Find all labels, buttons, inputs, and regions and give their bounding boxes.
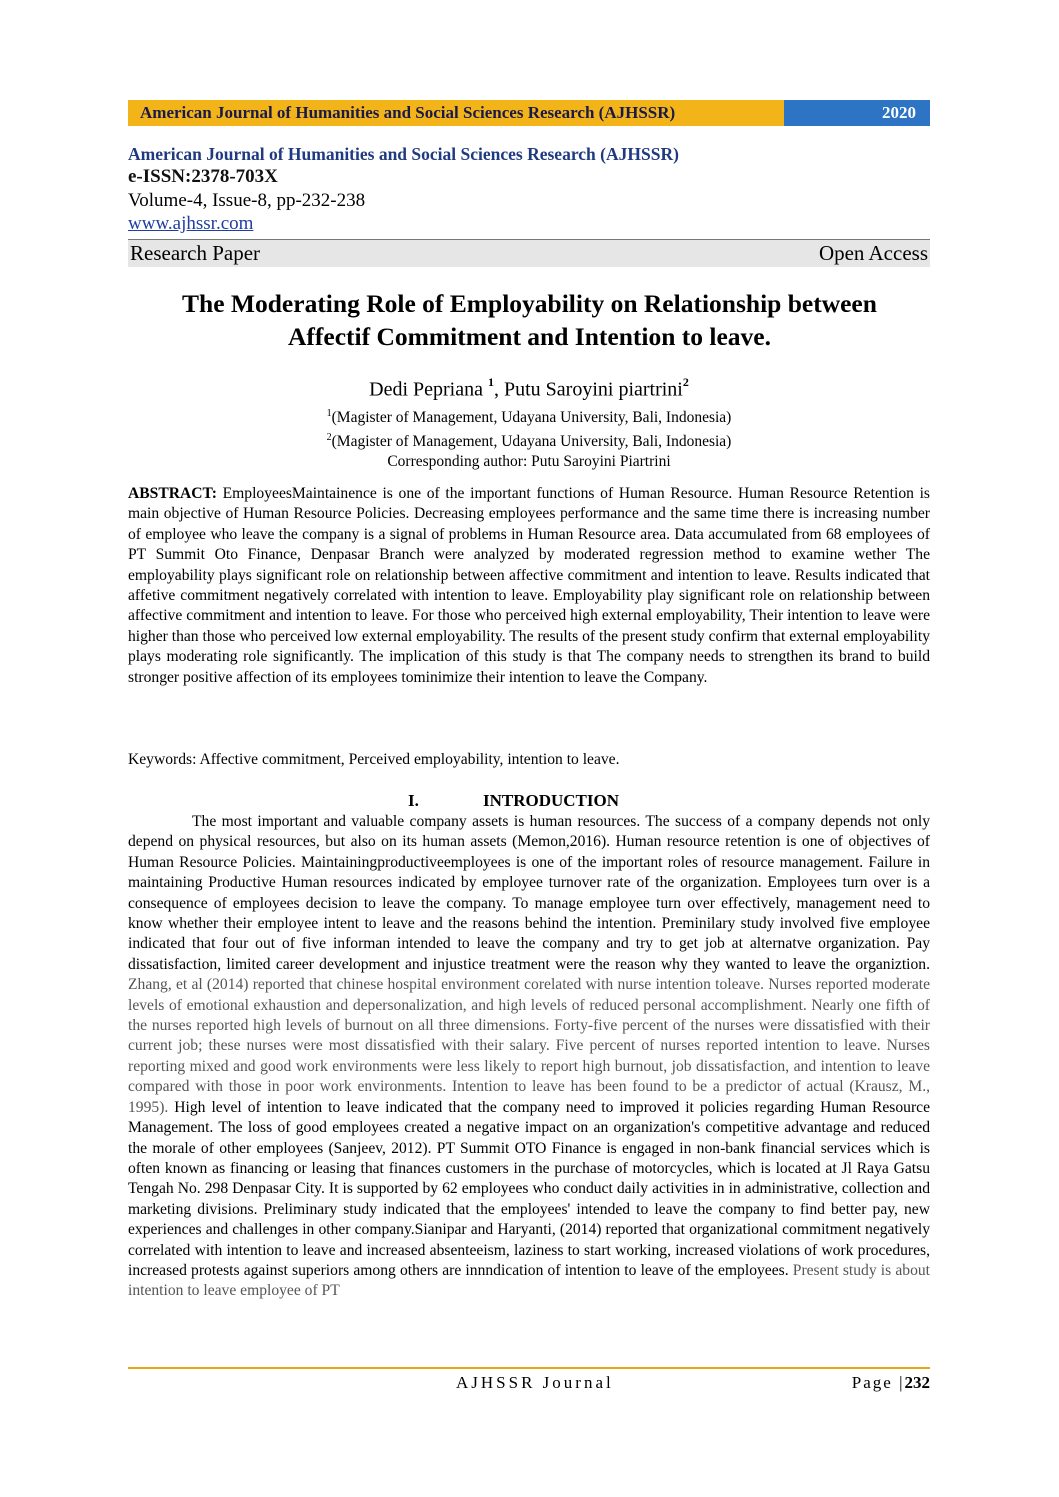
keywords: Keywords: Affective commitment, Perceived employability, intention to leave. <box>128 751 620 768</box>
article-type-bar <box>128 239 930 267</box>
abstract <box>128 484 930 688</box>
header-journal-name: American Journal of Humanities and Social Sciences Research (AJHSSR) <box>128 100 784 126</box>
introduction-paragraph <box>128 812 930 1302</box>
footer-journal: AJHSSR Journal <box>456 1373 614 1392</box>
author-names <box>128 370 930 404</box>
corresponding-author: Corresponding author: Putu Saroyini Piartrini <box>387 452 671 470</box>
author-1-affiliation-mark: 1 <box>487 375 494 389</box>
title-line-1: The Moderating Role of Employability on Relationship between <box>182 289 877 318</box>
title-line-2: Affectif Commitment and Intention to leave. <box>288 322 771 351</box>
page-label: Page | <box>851 1373 905 1392</box>
journal-url-link[interactable]: www.ajhssr.com <box>128 213 254 234</box>
introduction-body <box>128 812 930 1302</box>
author-2-affiliation-mark: 2 <box>682 375 689 389</box>
volume-info: Volume-4, Issue-8, pp-232-238 <box>128 190 366 211</box>
affiliation-2 <box>128 428 930 452</box>
author-1: Dedi Pepriana <box>369 378 488 401</box>
author-block <box>128 370 930 472</box>
footer-divider <box>128 1367 930 1369</box>
page-number: 232 <box>904 1373 930 1392</box>
access-type: Open Access <box>818 241 928 265</box>
affiliation-1 <box>128 404 930 428</box>
footer-page <box>852 1373 930 1393</box>
intro-text-1: The most important and valuable company assets is human resources. The success of a company depends not only depend on physical resources, but also on its human assets (Memon,2016). Human resource retention is one of objectives of Human Resource Policies. Maintainingproductiveemployees is one of the important roles of resource management. Failure in maintaining Productive Human resources indicated by employee turnover rate of the organization. Employees turn over is a consequence of employees decision to leave the company. To manage employee turn over effectively, management need to know whether their employee intent to leave and the reasons behind the intention. Preminilary study involved five employee indicated that four out of five informan intended to leave the company and try to get job at alternatve organization. Pay dissatisfaction, limited career development and injustice treatment were the reason why they wanted to leave the organiztion. <box>128 813 930 973</box>
affiliation-1-text: (Magister of Management, Udayana University, Bali, Indonesia) <box>331 408 732 426</box>
section-title: INTRODUCTION <box>483 791 620 810</box>
issn: e-ISSN:2378-703X <box>128 166 278 187</box>
paper-title <box>100 287 959 353</box>
page-footer <box>128 1373 930 1399</box>
affiliation-2-text: (Magister of Management, Udayana University, Bali, Indonesia) <box>331 432 732 450</box>
journal-title: American Journal of Humanities and Social Sciences Research (AJHSSR) <box>128 144 679 164</box>
affiliation-2-mark: 2 <box>326 431 332 443</box>
intro-text-2: Zhang, et al (2014) reported that chinese hospital environment corelated with nurse intention toleave. Nurses reported moderate levels of emotional exhaustion and depersonalization, and high levels of reduced personal accomplishment. Nearly one fifth of the nurses reported high levels of burnout on all three dimensions. Forty-five percent of the nurses were dissatisfied with their current job; these nurses were most dissatisfied with their salary. Five percent of nurses reported intention to leave. Nurses reporting mixed and good work environments were less likely to report high burnout, job dissatisfaction, and intention to leave compared with those in poor work environments. Intention to leave has been found to be a predictor of actual (Krausz, M., 1995). <box>128 976 930 1116</box>
section-number: I. <box>408 791 419 810</box>
affiliation-1-mark: 1 <box>326 407 332 419</box>
abstract-text: EmployeesMaintainence is one of the important functions of Human Resource. Human Resource Retention is main objective of Human Resource Policies. Decreasing employees performance and the same time there is increasing number of employee who leave the company is a signal of problems in Human Resource area. Data accumulated from 68 employees of PT Summit Oto Finance, Denpasar Branch were analyzed by moderated regression method to examine wether The employability plays significant role on relationship between affective commitment and intention to leave. Results indicated that affetive commitment negatively correlated with intention to leave. Employability play significant role on relationship between affective commitment and intention to leave. For those who perceived high external employability, Their intention to leave were higher than those who perceived low external employability. The results of the present study confirm that external employability plays moderating role significantly. The implication of this study is that The company needs to strengthen its brand to build stronger positive affection of its employees tominimize their intention to leave the Company. <box>128 485 930 686</box>
journal-meta <box>128 143 930 235</box>
author-2: Putu Saroyini piartrini <box>503 378 683 401</box>
header-year: 2020 <box>784 100 930 126</box>
running-header <box>128 100 930 126</box>
author-separator: , <box>493 378 504 401</box>
article-type: Research Paper <box>130 241 261 265</box>
intro-text-3: High level of intention to leave indicated that the company need to improved it policies regarding Human Resource Management. The loss of good employees created a negative impact on an organization's competitive advantage and reduced the morale of other employees (Sanjeev, 2012). PT Summit OTO Finance is engaged in non-bank financial services which is often known as financing or leasing that finances customers in the purchase of motorcycles, which is located at Jl Raya Gatsu Tengah No. 298 Denpasar City. It is supported by 62 employees who conduct daily activities in in administrative, collection and marketing divisions. Preliminary study indicated that the employees' intended to leave the company to find better pay, new experiences and challenges in other company.Sianipar and Haryanti, (2014) reported that organizational commitment negatively correlated with intention to leave and increased absenteeism, laziness to start working, increased violations of work procedures, increased protests against superiors among others are innndication of intention to leave of the employees. <box>128 1098 930 1279</box>
intro-text-4: Present study is about intention to leave employee of PT <box>128 1261 930 1300</box>
abstract-label: ABSTRACT: <box>128 485 217 502</box>
